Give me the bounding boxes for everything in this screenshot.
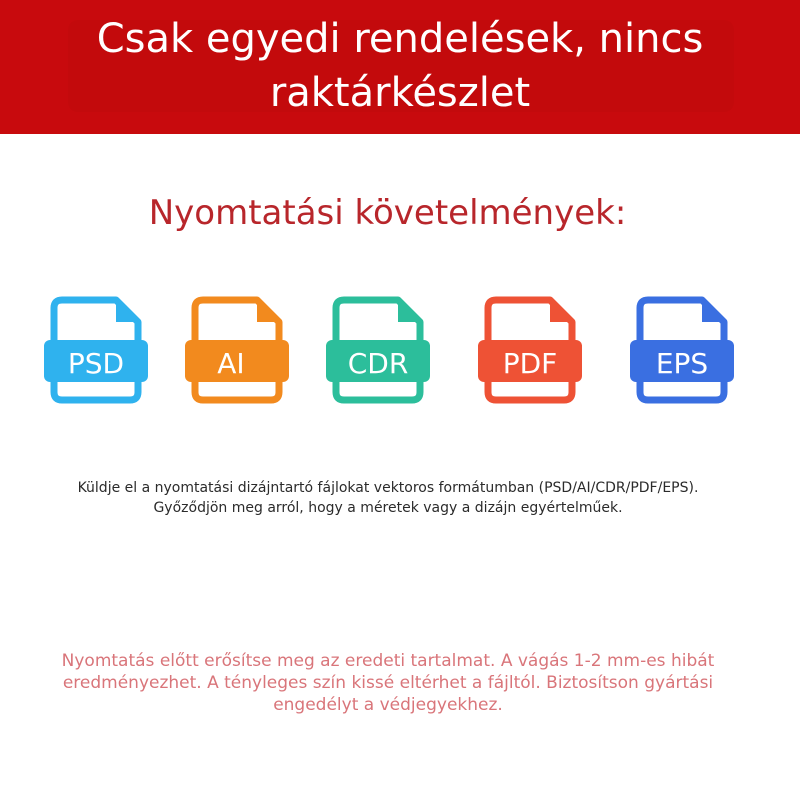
note-line-3: engedélyt a védjegyekhez. (273, 695, 503, 715)
section-title: Nyomtatási követelmények: (148, 193, 627, 233)
cdr-file-icon (326, 296, 432, 404)
pdf-file-icon (478, 296, 584, 404)
note-line-1: Nyomtatás előtt erősítse meg az eredeti tartalmat. A vágás 1-2 mm-es hibát (61, 651, 715, 671)
description-line-1: Küldje el a nyomtatási dizájntartó fájlokat vektoros formátumban (PSD/AI/CDR/PDF/EPS). (77, 480, 699, 496)
note-text (0, 650, 776, 716)
note-line-2: eredményezhet. A tényleges szín kissé eltérhet a fájltól. Biztosítson gyártási (62, 673, 714, 693)
banner-title-line-2: raktárkészlet (269, 70, 531, 116)
icon-label: PDF (502, 347, 558, 380)
description-text (0, 478, 776, 518)
psd-file-icon (44, 296, 150, 404)
banner-title-line-1: Csak egyedi rendelések, nincs (96, 16, 704, 62)
icon-label: PSD (67, 347, 125, 380)
icon-label: EPS (655, 347, 709, 380)
icon-label: AI (217, 347, 245, 380)
eps-file-icon (630, 296, 736, 404)
header-banner (0, 0, 800, 134)
banner-title (0, 12, 800, 120)
ai-file-icon (185, 296, 291, 404)
icon-label: CDR (347, 347, 409, 380)
description-line-2: Győződjön meg arról, hogy a méretek vagy a dizájn egyértelműek. (153, 500, 623, 516)
